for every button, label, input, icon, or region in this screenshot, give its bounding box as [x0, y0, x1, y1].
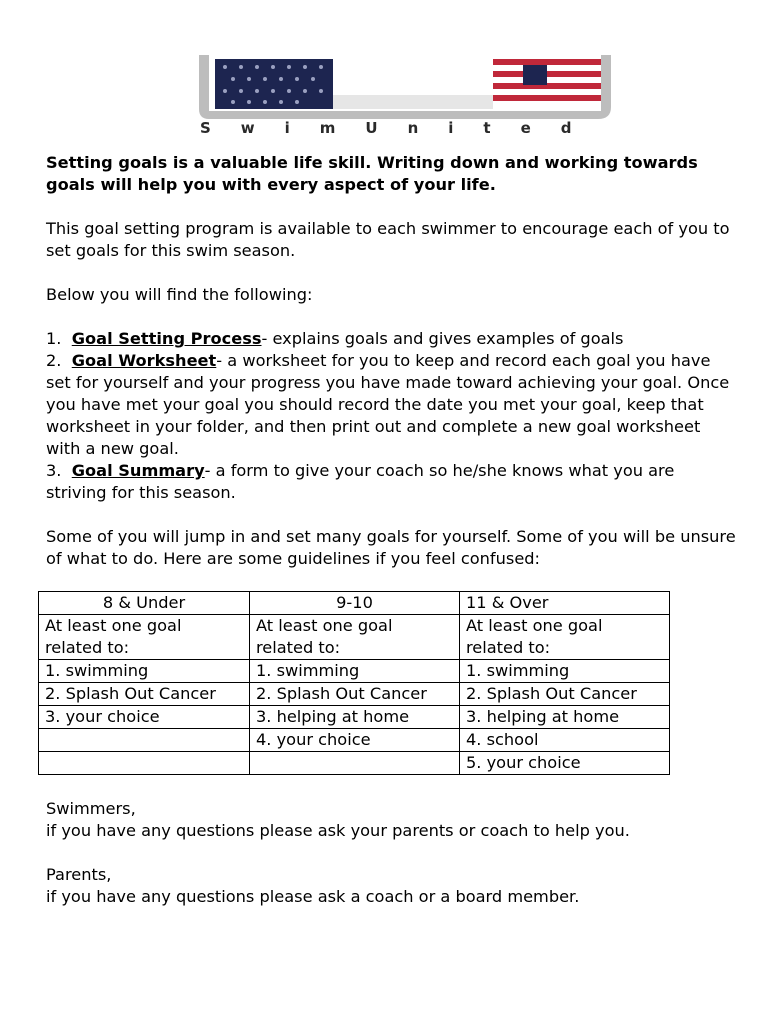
table-row: [39, 729, 670, 752]
table-cell: 1. swimming: [39, 660, 250, 683]
list-item-text: - a worksheet for you to keep and record each goal you have set for yourself and your progress you have made toward achieving your goal. Once you have met your goal you should record the date you met your goal, keep that worksheet in your folder, and then print out and complete a new goal worksheet with a new goal.: [46, 351, 730, 458]
logo-tagline: SwimUnited: [200, 119, 602, 137]
table-cell: 1. swimming: [250, 660, 460, 683]
resource-list: [46, 328, 736, 504]
table-cell: 2. Splash Out Cancer: [250, 683, 460, 706]
parents-text: if you have any questions please ask a coach or a board member.: [46, 887, 580, 906]
table-row: [39, 615, 670, 638]
table-cell: 4. school: [460, 729, 670, 752]
swimmers-note: [46, 798, 736, 842]
below-paragraph: Below you will find the following:: [46, 285, 313, 304]
program-paragraph: This goal setting program is available to each swimmer to encourage each of you to set goals for this swim season.: [46, 219, 730, 260]
table-row: [39, 706, 670, 729]
table-row: [39, 683, 670, 706]
table-cell: At least one goal: [460, 615, 670, 638]
table-row: [39, 660, 670, 683]
table-cell: 2. Splash Out Cancer: [460, 683, 670, 706]
table-cell: related to:: [39, 637, 250, 660]
list-item-text: - explains goals and gives examples of goals: [261, 329, 624, 348]
table-row: [39, 637, 670, 660]
table-cell: 5. your choice: [460, 752, 670, 775]
swimmers-heading: Swimmers,: [46, 799, 136, 818]
parents-note: [46, 864, 736, 908]
table-cell: 1. swimming: [460, 660, 670, 683]
list-item-number: 2.: [46, 351, 62, 370]
guidelines-intro: Some of you will jump in and set many goals for yourself. Some of you will be unsure of what to do. Here are some guidelines if you feel confused:: [46, 527, 736, 568]
header-8-under: 8 & Under: [39, 592, 250, 615]
list-item-number: 3.: [46, 461, 62, 480]
table-header-row: [39, 592, 670, 615]
list-item-text: - a form to give your coach so he/she knows what you are striving for this season.: [46, 461, 675, 502]
list-item: [46, 328, 736, 350]
goal-worksheet-title: Goal Worksheet: [71, 351, 217, 370]
parents-heading: Parents,: [46, 865, 112, 884]
table-cell: 3. helping at home: [250, 706, 460, 729]
table-cell: At least one goal: [39, 615, 250, 638]
table-cell: related to:: [460, 637, 670, 660]
table-cell: 4. your choice: [250, 729, 460, 752]
table-cell: 3. helping at home: [460, 706, 670, 729]
table-cell: [39, 729, 250, 752]
header-11-over: 11 & Over: [460, 592, 670, 615]
table-cell: 2. Splash Out Cancer: [39, 683, 250, 706]
age-guidelines-table: [38, 591, 670, 775]
goal-setting-process-title: Goal Setting Process: [71, 329, 262, 348]
list-item: [46, 460, 736, 504]
table-cell: 3. your choice: [39, 706, 250, 729]
swimmers-text: if you have any questions please ask your parents or coach to help you.: [46, 821, 630, 840]
intro-paragraph: Setting goals is a valuable life skill. Writing down and working towards goals will help you with every aspect of your life.: [46, 153, 698, 194]
table-cell: [39, 752, 250, 775]
header-9-10: 9-10: [250, 592, 460, 615]
table-row: [39, 752, 670, 775]
table-cell: related to:: [250, 637, 460, 660]
table-cell: [250, 752, 460, 775]
table-cell: At least one goal: [250, 615, 460, 638]
list-item-number: 1.: [46, 329, 62, 348]
goal-summary-title: Goal Summary: [71, 461, 205, 480]
list-item: [46, 350, 736, 460]
